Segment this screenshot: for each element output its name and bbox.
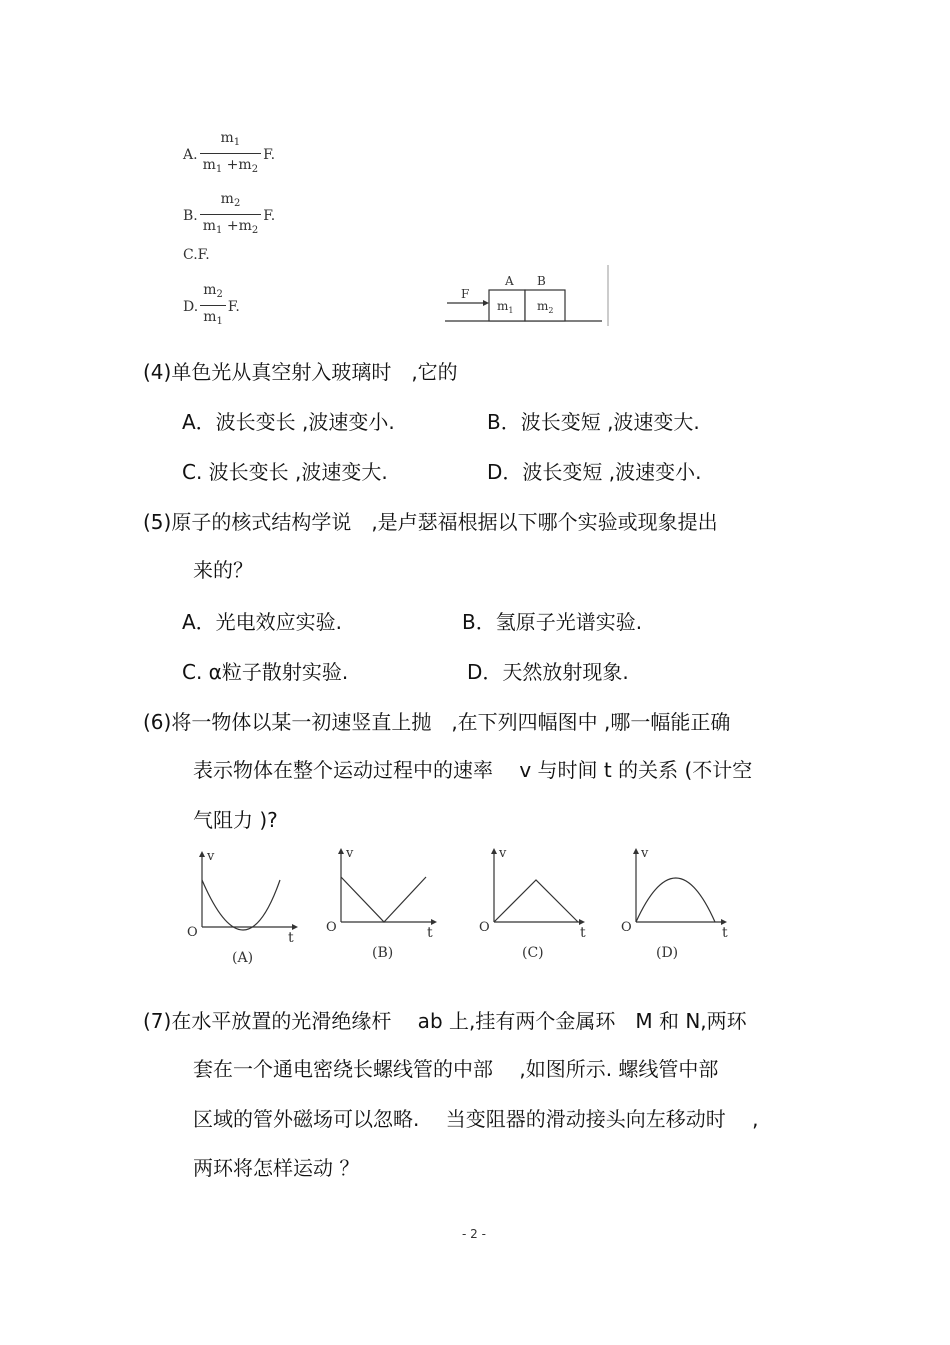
q3-option-a xyxy=(183,128,275,181)
denominator-plus: +m xyxy=(222,157,252,173)
subscript: 2 xyxy=(251,164,259,175)
v-label: v xyxy=(499,846,507,861)
block-a-label: A xyxy=(505,274,514,288)
q5-option-c: C. α粒子散射实验. xyxy=(182,660,349,684)
q4-stem: (4)单色光从真空射入玻璃时 ,它的 xyxy=(143,360,458,384)
numerator: m xyxy=(220,130,234,146)
denominator-plus: +m xyxy=(222,218,252,234)
denominator: m xyxy=(203,309,217,325)
q4-option-b: B．波长变短 ,波速变大. xyxy=(487,410,700,434)
denominator: m xyxy=(202,218,217,234)
mass1-symbol: m xyxy=(497,299,509,313)
v-label: v xyxy=(207,849,215,864)
v-axis-arrowhead xyxy=(491,848,497,854)
origin-label: O xyxy=(326,920,337,935)
origin-label: O xyxy=(187,925,198,940)
subscript: 1 xyxy=(216,225,223,236)
t-label: t xyxy=(580,925,586,941)
q3-option-d xyxy=(183,280,240,333)
v-axis-arrowhead xyxy=(338,848,344,854)
mass1-subscript: 1 xyxy=(508,306,514,315)
q4-option-c: C. 波长变长 ,波速变大. xyxy=(182,460,388,484)
q7-line2: 套在一个通电密绕长螺线管的中部 ,如图所示. 螺线管中部 xyxy=(193,1057,719,1081)
origin-label: O xyxy=(621,920,632,935)
q3-option-b xyxy=(183,189,275,242)
option-label: D. xyxy=(183,298,199,315)
v-axis-arrowhead xyxy=(199,851,205,857)
subscript: 2 xyxy=(233,198,241,209)
subscript: 2 xyxy=(216,289,223,300)
fraction xyxy=(200,128,262,181)
numerator: m xyxy=(220,191,234,207)
q6-stem-line2: 表示物体在整个运动过程中的速率 v 与时间 t 的关系 (不计空 xyxy=(193,758,753,782)
graph-caption: (B) xyxy=(372,945,394,961)
force-arrowhead xyxy=(483,300,489,306)
q5-option-d: D．天然放射现象. xyxy=(467,660,629,684)
q3-option-c: C.F. xyxy=(183,247,210,263)
vt-curve xyxy=(494,880,578,922)
v-label: v xyxy=(346,846,354,861)
fraction xyxy=(200,280,226,333)
q4-option-d: D．波长变短 ,波速变小. xyxy=(487,460,702,484)
fraction xyxy=(200,189,262,242)
graph-b xyxy=(326,846,437,961)
q5-stem-line1: (5)原子的核式结构学说 ,是卢瑟福根据以下哪个实验或现象提出 xyxy=(143,510,718,534)
option-tail: F. xyxy=(227,298,240,315)
v-axis-arrowhead xyxy=(633,848,639,854)
q6-stem-line3: 气阻力 )? xyxy=(193,808,278,832)
q7-line1: (7)在水平放置的光滑绝缘杆 ab 上,挂有两个金属环 M 和 N,两环 xyxy=(143,1009,747,1033)
mass2-subscript: 2 xyxy=(548,306,554,315)
numerator: m xyxy=(203,282,217,298)
subscript: 1 xyxy=(216,316,223,327)
subscript: 1 xyxy=(233,137,241,148)
t-label: t xyxy=(722,925,728,941)
q5-stem-line2: 来的？ xyxy=(193,558,253,582)
q7-line4: 两环将怎样运动 ？ xyxy=(193,1156,360,1180)
t-label: t xyxy=(288,930,294,946)
graph-c xyxy=(479,846,586,961)
t-label: t xyxy=(427,925,433,941)
subscript: 2 xyxy=(251,225,259,236)
q6-stem-line1: (6)将一物体以某一初速竖直上抛 ,在下列四幅图中 ,哪一幅能正确 xyxy=(143,710,731,734)
q5-option-a: A．光电效应实验. xyxy=(182,610,343,634)
graph-caption: (C) xyxy=(522,945,544,961)
vt-curve xyxy=(202,880,280,930)
page-number: - 2 - xyxy=(462,1227,486,1241)
block-b-label: B xyxy=(537,274,546,288)
option-tail: F. xyxy=(263,146,276,163)
v-label: v xyxy=(641,846,649,861)
option-label: A. xyxy=(183,146,198,163)
mass2-symbol: m xyxy=(537,299,549,313)
force-label: F xyxy=(461,287,470,301)
vt-curve xyxy=(341,877,426,922)
subscript: 1 xyxy=(215,164,223,175)
q7-line3: 区域的管外磁场可以忽略. 当变阻器的滑动接头向左移动时 , xyxy=(193,1107,759,1131)
graph-a xyxy=(187,849,298,966)
option-tail: F. xyxy=(263,207,276,224)
vt-curve xyxy=(636,878,715,922)
q4-option-a: A．波长变长 ,波速变小. xyxy=(182,410,395,434)
vt-graphs xyxy=(180,840,780,970)
option-label: B. xyxy=(183,207,198,224)
denominator: m xyxy=(202,157,216,173)
graph-caption: (D) xyxy=(656,945,679,961)
blocks-figure xyxy=(440,262,615,330)
graph-caption: (A) xyxy=(232,950,254,966)
q5-option-b: B．氢原子光谱实验. xyxy=(462,610,643,634)
graph-d xyxy=(621,846,728,961)
origin-label: O xyxy=(479,920,490,935)
